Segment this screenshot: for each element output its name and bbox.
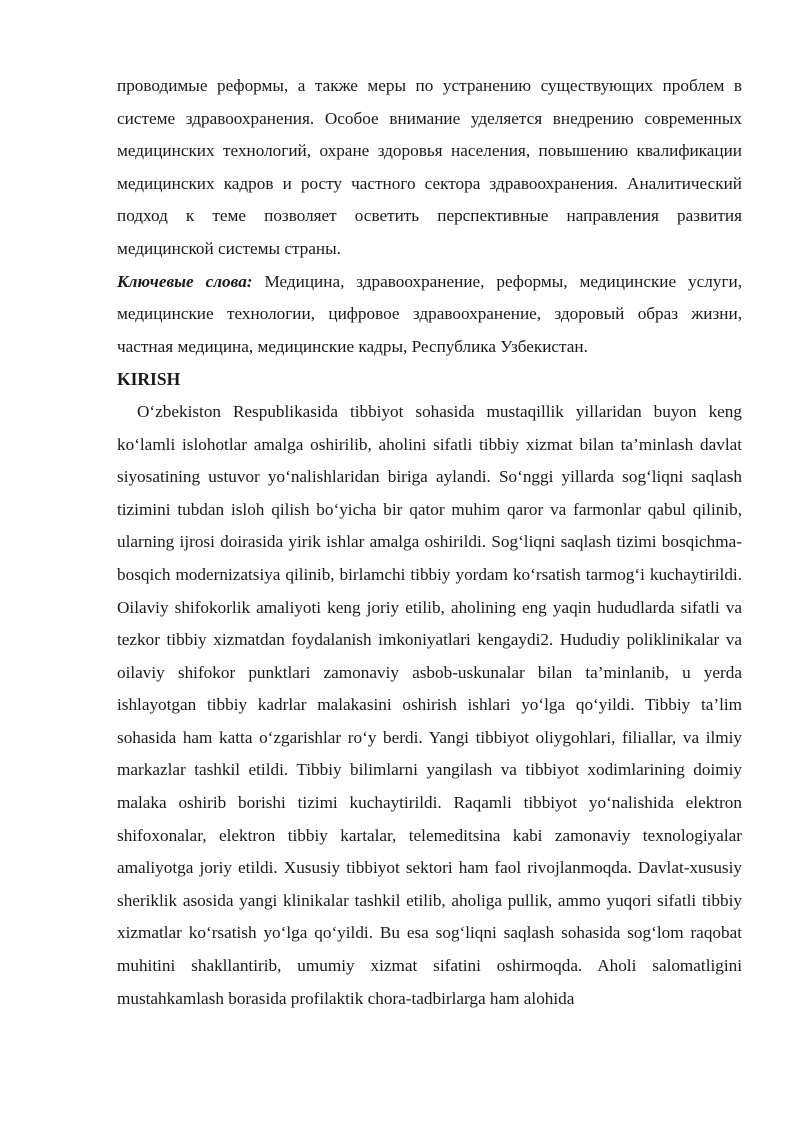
keywords-text: Медицина, здравоохранение, реформы, медицинские услуги, медицинские технологии, цифровое здравоохранение, здоровый образ жизни, частная медицина, медицинские кадры, Республика Узбекистан. (117, 271, 742, 356)
body-paragraph: O‘zbekiston Respublikasida tibbiyot sohasida mustaqillik yillaridan buyon keng ko‘lamli islohotlar amalga oshirilib, aholini sifatli tibbiy xizmat bilan ta’minlash davlat siyosatining ustuvor yo‘nalishlaridan biriga aylandi. So‘nggi yillarda sog‘liqni saqlash tizimini tubdan isloh qilish bo‘yicha bir qator muhim qaror va farmonlar qabul qilinib, ularning ijrosi doirasida yirik ishlar amalga oshirildi. Sog‘liqni saqlash tizimi bosqichma-bosqich modernizatsiya qilinib, birlamchi tibbiy yordam ko‘rsatish tarmog‘i kuchaytirildi. Oilaviy shifokorlik amaliyoti keng joriy etilib, aholining eng yaqin hududlarda sifatli va tezkor tibbiy xizmatdan foydalanish imkoniyatlari kengaydi2. Hududiy poliklinikalar va oilaviy shifokor punktlari zamonaviy asbob-uskunalar bilan ta’minlanib, u yerda ishlayotgan tibbiy kadrlar malakasini oshirish ishlari yo‘lga qo‘yildi. Tibbiy ta’lim sohasida ham katta o‘zgarishlar ro‘y berdi. Yangi tibbiyot oliygohlari, filiallar, va ilmiy markazlar tashkil etildi. Tibbiy bilimlarni yangilash va tibbiyot xodimlarining doimiy malaka oshirib borishi tizimi kuchaytirildi. Raqamli tibbiyot yo‘nalishida elektron shifoxonalar, elektron tibbiy kartalar, telemeditsina kabi zamonaviy texnologiyalar amaliyotga joriy etildi. Xususiy tibbiyot sektori ham faol rivojlanmoqda. Davlat-xususiy sheriklik asosida yangi klinikalar tashkil etilib, aholiga pullik, ammo yuqori sifatli tibbiy xizmatlar ko‘rsatish yo‘lga qo‘yildi. Bu esa sog‘liqni saqlash sohasida sog‘lom raqobat muhitini shakllantirib, umumiy xizmat sifatini oshirmoqda. Aholi salomatligini mustahkamlash borasida profilaktik chora-tadbirlarga ham alohida (117, 401, 742, 1008)
document-page (117, 70, 742, 1015)
keywords-paragraph (117, 266, 742, 364)
section-heading: KIRISH (117, 369, 181, 390)
keywords-label: Ключевые слова: (117, 271, 253, 291)
abstract-paragraph: проводимые реформы, а также меры по устранению существующих проблем в системе здравоохранения. Особое внимание уделяется внедрению современных медицинских технологий, охране здоровья населения, повышению квалификации медицинских кадров и росту частного сектора здравоохранения. Аналитический подход к теме позволяет осветить перспективные направления развития медицинской системы страны. (117, 76, 742, 258)
